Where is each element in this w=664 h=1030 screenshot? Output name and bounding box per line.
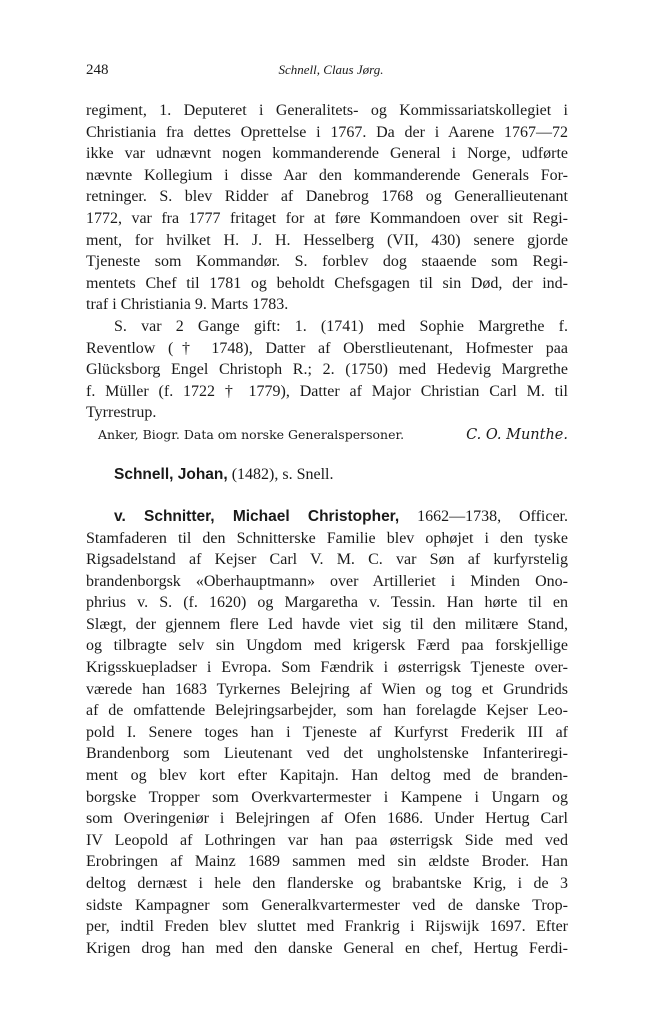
text-line: borgske Tropper som Overkvartermester i Kampene i Ungarn og [86,788,568,806]
text-line: traf i Christiania 9. Marts 1783. [86,296,289,314]
article-author: C. O. Munthe. [466,426,568,443]
page-body [86,100,568,959]
text-line: IV Leopold af Lothringen var han paa østerrigsk Side med ved [86,831,568,849]
entry-prefix: v. [114,507,144,525]
text-line: Erobringen af Mainz 1689 sammen med sin ældste Broder. Han [86,853,568,871]
text-line: værede han 1683 Tyrkernes Belejring af Wien og tog et Grundrids [86,680,568,698]
text-line: ikke var udnævnt nogen kommanderende General i Norge, udførte [86,145,568,163]
text-line: Krigsskuepladser i Evropa. Som Fændrik i østerrigsk Tjeneste over- [86,659,568,677]
text-line: pold I. Senere toges han i Tjeneste af Kurfyrst Frederik III af [86,723,568,741]
source-citation [86,424,568,446]
entry-schnell-johan [86,464,568,486]
text-line: nævnte Kollegium i disse Aar den kommanderende Generals For- [86,166,568,184]
entry-schnitter [86,506,568,959]
text-line: af de omfattende Belejringsarbejder, som han forelagde Kejser Leo- [86,702,568,720]
text-line: f. Müller (f. 1722 † 1779), Datter af Major Christian Carl M. til [86,382,568,400]
text-line: Tjeneste som Kommandør. S. forblev dog staaende som Regi- [86,253,568,271]
source-reference: Anker, Biogr. Data om norske Generalspersoner. [98,426,405,442]
text-line: Christiania fra dettes Oprettelse i 1767. Da der i Aarene 1767—72 [86,123,568,141]
text-line: retninger. S. blev Ridder af Danebrog 1768 og Generallieutenant [86,188,568,206]
entry-reference: (1482), s. Snell. [227,465,334,483]
text-line: brandenborgsk «Oberhauptmann» over Artilleriet i Minden Ono- [86,572,568,590]
text-line: phrius v. S. (f. 1620) og Margaretha v. Tessin. Han hørte til en [86,594,568,612]
text-line: mentets Chef til 1781 og beholdt Chefsgagen til sin Død, der ind- [86,274,568,292]
text-line: Tyrrestrup. [86,404,157,422]
entry-heading-line [86,506,568,528]
text-line: og tilbragte selv sin Ungdom med krigersk Færd paa forskjellige [86,637,568,655]
text-line: per, indtil Freden blev sluttet med Frankrig i Rijswijk 1697. Efter [86,918,568,936]
marriage-paragraph [86,316,568,424]
entry-name: Schnitter, Michael Christopher, [143,507,400,525]
text-line: som Overingeniør i Belejringen af Ofen 1686. Under Hertug Carl [86,810,568,828]
entry-dates: 1662—1738, Officer. [399,507,568,525]
text-line: deltog dernæst i hele den flanderske og brabantske Krig, i de 3 [86,875,568,892]
text-line: S. var 2 Gange gift: 1. (1741) med Sophie Margrethe f. [114,317,568,335]
text-line: Krigen drog han med den danske General en chef, Hertug Ferdi- [86,939,568,957]
page-number: 248 [86,62,109,78]
text-line: Brandenborg som Lieutenant ved det ungholstenske Infanteriregi- [86,745,568,763]
text-line: regiment, 1. Deputeret i Generalitets- og Kommissariatskollegiet i [86,102,568,119]
entry-name: Schnell, Johan, [114,465,228,483]
text-line: ment, for hvilket H. J. H. Hesselberg (VII, 430) senere gjorde [86,231,568,249]
text-line: sidste Kampagner som Generalkvartermester ved de danske Trop- [86,896,568,914]
running-title: Schnell, Claus Jørg. [278,62,384,77]
entry-continuation-paragraph [86,100,568,316]
page-header [86,62,576,82]
text-line: Stamfaderen til den Schnitterske Familie blev ophøjet i den tyske [86,529,568,547]
text-line: 1772, var fra 1777 fritaget for at føre Kommandoen over sit Regi- [86,209,568,227]
text-line: Reventlow († 1748), Datter af Oberstlieutenant, Hofmester paa [86,339,568,357]
text-line: Glücksborg Engel Christoph R.; 2. (1750) med Hedevig Margrethe [86,361,568,379]
text-line: Rigsadelstand af Kejser Carl V. M. C. var Søn af kurfyrstelig [86,551,568,569]
text-line: Slægt, der gjennem flere Led havde viet sig til den militære Stand, [86,615,568,633]
text-line: ment og blev kort efter Kapitajn. Han deltog med de branden- [86,767,568,785]
